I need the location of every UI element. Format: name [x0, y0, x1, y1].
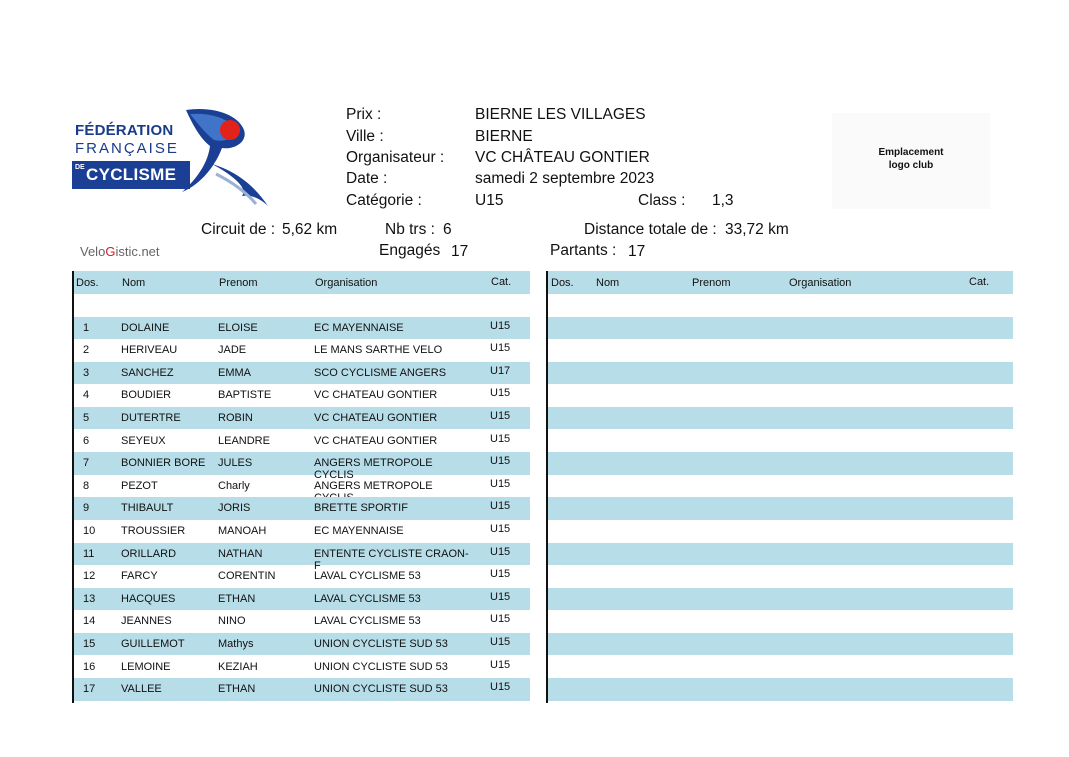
cell-dos: 2 [83, 344, 90, 357]
date-label: Date : [346, 170, 388, 187]
prix-value: BIERNE LES VILLAGES [475, 106, 646, 123]
cell-org: UNION CYCLISTE SUD 53 [314, 660, 448, 673]
table-row [74, 430, 530, 453]
empty-row [548, 430, 1013, 453]
cell-prenom: Mathys [218, 637, 254, 650]
distance-value: 33,72 km [725, 221, 789, 238]
header-organisation: Organisation [315, 277, 378, 289]
cell-nom: GUILLEMOT [121, 637, 185, 650]
ville-value: BIERNE [475, 128, 533, 145]
table-row [74, 475, 530, 498]
empty-row [548, 475, 1013, 498]
table-row [74, 384, 530, 407]
cell-org: BRETTE SPORTIF [314, 502, 408, 515]
cell-cat: U15 [490, 545, 511, 558]
header-prenom: Prenom [219, 277, 258, 289]
cell-dos: 6 [83, 434, 90, 447]
cell-nom: TROUSSIER [121, 524, 186, 537]
table-row [74, 588, 530, 611]
empty-row [548, 339, 1013, 362]
empty-row [548, 407, 1013, 430]
header-cat-right: Cat. [969, 276, 990, 288]
table-row [74, 362, 530, 385]
cell-org: ENTENTE CYCLISTE CRAON-F [314, 547, 469, 572]
cell-cat: U15 [490, 342, 511, 355]
cell-dos: 11 [83, 547, 95, 560]
cell-org: LAVAL CYCLISME 53 [314, 570, 421, 583]
cell-org: EC MAYENNAISE [314, 321, 404, 334]
cell-dos: 3 [83, 366, 90, 379]
cell-nom: FARCY [121, 570, 158, 583]
cell-cat: U15 [490, 477, 511, 490]
ville-label: Ville : [346, 128, 384, 145]
logo-line1: FÉDÉRATION [75, 122, 174, 139]
cell-nom: JEANNES [121, 615, 172, 628]
cell-dos: 4 [83, 389, 90, 402]
table-row [74, 339, 530, 362]
cell-cat: U15 [490, 613, 511, 626]
cell-prenom: JULES [218, 457, 253, 470]
header-cat: Cat. [491, 276, 512, 288]
cell-prenom: JORIS [218, 502, 251, 515]
categorie-label: Catégorie : [346, 192, 422, 209]
cell-org: EC MAYENNAISE [314, 524, 404, 537]
cell-prenom: NINO [218, 615, 246, 628]
header-dos-right: Dos. [551, 277, 574, 289]
cell-dos: 15 [83, 637, 96, 650]
cell-prenom: KEZIAH [218, 660, 258, 673]
cell-org: UNION CYCLISTE SUD 53 [314, 637, 448, 650]
cell-nom: LEMOINE [121, 660, 171, 673]
cell-dos: 7 [83, 457, 90, 470]
partants-label: Partants : [550, 242, 617, 259]
empty-row [548, 520, 1013, 543]
cell-org: VC CHATEAU GONTIER [314, 411, 438, 424]
cell-prenom: NATHAN [218, 547, 263, 560]
header-nom-right: Nom [596, 277, 620, 289]
cell-org: LE MANS SARTHE VELO [314, 344, 443, 357]
header-dos: Dos. [76, 277, 99, 289]
riders-table-right [546, 271, 1013, 703]
club-logo-placeholder [832, 113, 990, 209]
cell-org: LAVAL CYCLISME 53 [314, 615, 421, 628]
cell-nom: DUTERTRE [121, 411, 181, 424]
cell-cat: U15 [490, 455, 511, 468]
header-prenom-right: Prenom [692, 277, 731, 289]
empty-row [548, 543, 1013, 566]
cell-nom: BONNIER BORE [121, 457, 206, 470]
cell-org: LAVAL CYCLISME 53 [314, 592, 421, 605]
cell-nom: PEZOT [121, 479, 158, 492]
distance-label: Distance totale de : [584, 221, 717, 238]
cyclist-swoosh-icon [172, 104, 272, 208]
engages-label: Engagés [379, 242, 441, 259]
cell-cat: U15 [490, 658, 511, 671]
empty-row [548, 362, 1013, 385]
empty-row [548, 317, 1013, 340]
cell-org: SCO CYCLISME ANGERS [314, 366, 447, 379]
cell-nom: THIBAULT [121, 502, 174, 515]
cell-nom: SANCHEZ [121, 366, 174, 379]
cell-cat: U15 [490, 500, 511, 513]
engages-value: 17 [451, 243, 469, 260]
table-row [74, 407, 530, 430]
cell-nom: SEYEUX [121, 434, 166, 447]
cell-prenom: ELOISE [218, 321, 258, 334]
cell-dos: 8 [83, 479, 90, 492]
cell-prenom: LEANDRE [218, 434, 270, 447]
table-row [74, 610, 530, 633]
cell-dos: 9 [83, 502, 90, 515]
cell-org: VC CHATEAU GONTIER [314, 389, 438, 402]
club-logo-line2: logo club [888, 160, 934, 171]
header-organisation-right: Organisation [789, 277, 852, 289]
partants-value: 17 [628, 243, 646, 260]
empty-row [548, 610, 1013, 633]
table-row [74, 543, 530, 572]
velogistic-brand: VeloGistic.net [80, 244, 160, 259]
organisateur-label: Organisateur : [346, 149, 445, 166]
table-row [74, 656, 530, 679]
club-logo-line1: Emplacement [878, 147, 944, 158]
table-row [74, 678, 530, 701]
empty-row [548, 384, 1013, 407]
cell-nom: BOUDIER [121, 389, 172, 402]
table-row [74, 633, 530, 656]
circuit-label: Circuit de : [201, 221, 276, 238]
cell-nom: VALLEE [121, 683, 162, 696]
cell-cat: U15 [490, 522, 511, 535]
empty-row [548, 588, 1013, 611]
cell-prenom: ROBIN [218, 411, 253, 424]
cell-cat: U15 [490, 568, 511, 581]
cell-cat: U15 [490, 590, 511, 603]
empty-row [548, 452, 1013, 475]
cell-dos: 16 [83, 660, 96, 673]
cell-nom: HACQUES [121, 592, 176, 605]
cell-prenom: CORENTIN [218, 570, 276, 583]
table-header [74, 271, 530, 294]
prix-label: Prix : [346, 106, 382, 123]
cell-nom: DOLAINE [121, 321, 170, 334]
cell-cat: U15 [490, 432, 511, 445]
cell-prenom: BAPTISTE [218, 389, 272, 402]
empty-row [548, 656, 1013, 679]
cell-cat: U17 [490, 364, 511, 377]
cell-cat: U15 [490, 681, 511, 694]
cell-nom: ORILLARD [121, 547, 177, 560]
empty-row [548, 678, 1013, 701]
cell-prenom: ETHAN [218, 683, 256, 696]
ffc-logo [72, 104, 272, 208]
cell-org: VC CHATEAU GONTIER [314, 434, 438, 447]
categorie-value: U15 [475, 192, 504, 209]
cell-prenom: MANOAH [218, 524, 267, 537]
date-value: samedi 2 septembre 2023 [475, 170, 655, 187]
logo-line3: CYCLISME [86, 165, 177, 184]
cell-nom: HERIVEAU [121, 344, 178, 357]
table-row [74, 317, 530, 340]
empty-row [548, 497, 1013, 520]
cell-org: UNION CYCLISTE SUD 53 [314, 683, 448, 696]
table-header-right [548, 271, 1013, 294]
cell-cat: U15 [490, 409, 511, 422]
nbtrs-value: 6 [443, 221, 452, 238]
table-row [74, 497, 530, 520]
empty-row [548, 565, 1013, 588]
cell-cat: U15 [490, 635, 511, 648]
cell-dos: 14 [83, 615, 96, 628]
table-row [74, 452, 530, 482]
cell-dos: 13 [83, 592, 96, 605]
cell-cat: U15 [490, 319, 511, 332]
cell-dos: 10 [83, 524, 96, 537]
cell-prenom: EMMA [218, 366, 251, 379]
cell-org: ANGERS METROPOLE [314, 479, 433, 492]
cell-dos: 12 [83, 570, 96, 583]
cell-prenom: Charly [218, 479, 250, 492]
circuit-value: 5,62 km [282, 221, 338, 238]
riders-table-left [72, 271, 530, 703]
cell-org: ANGERS METROPOLE CYCLIS [314, 457, 433, 482]
cell-prenom: ETHAN [218, 592, 256, 605]
class-value: 1,3 [712, 192, 734, 209]
cell-dos: 5 [83, 411, 90, 424]
header-nom: Nom [122, 277, 146, 289]
class-label: Class : [638, 192, 686, 209]
organisateur-value: VC CHÂTEAU GONTIER [475, 149, 650, 166]
cell-dos: 17 [83, 683, 96, 696]
logo-line2: FRANÇAISE [75, 140, 179, 157]
empty-row [548, 633, 1013, 656]
nbtrs-label: Nb trs : [385, 221, 435, 238]
table-row [74, 520, 530, 543]
table-row [74, 565, 530, 588]
cell-dos: 1 [83, 321, 90, 334]
logo-de: DE [75, 164, 85, 171]
cell-prenom: JADE [218, 344, 247, 357]
cell-cat: U15 [490, 387, 511, 400]
